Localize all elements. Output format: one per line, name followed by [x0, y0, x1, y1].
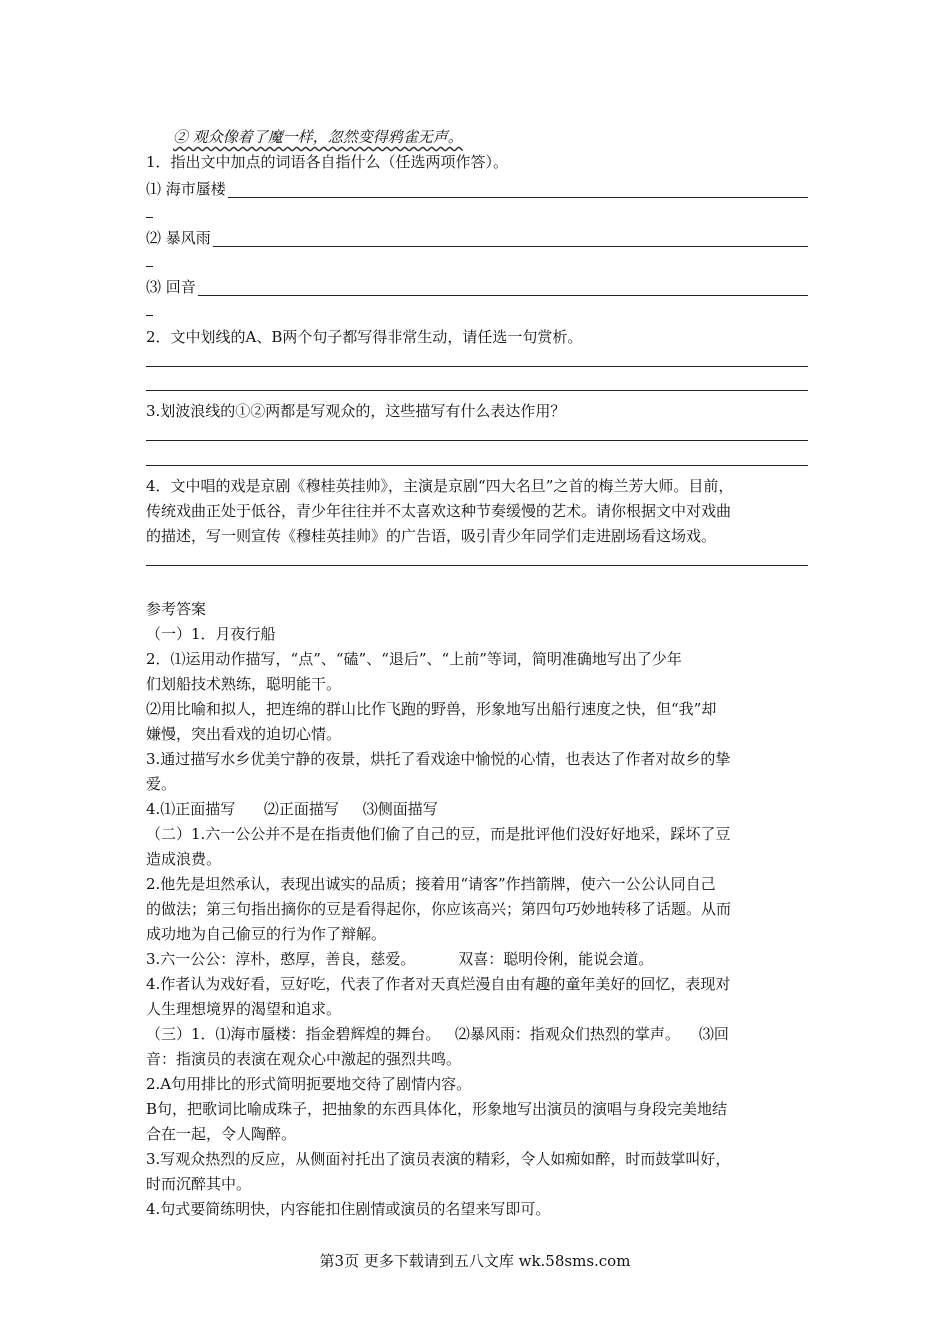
- wavy-line-sentence: ② 观众像着了魔一样，忽然变得鸦雀无声。: [173, 128, 463, 146]
- answer-line-1[interactable]: [146, 180, 808, 198]
- answer-line-label: ⑵ 暴风雨: [146, 229, 211, 247]
- answer-text-line: 4.句式要简练明快，内容能扣住剧情或演员的名望来写即可。: [146, 1200, 551, 1218]
- answer-text-line: 人生理想境界的渴望和追求。: [146, 1000, 342, 1018]
- answer-text-line: 爱。: [146, 775, 177, 793]
- question-4-line: 的描述，写一则宣传《穆桂英挂帅》的广告语，吸引青少年同学们走进剧场看这场戏。: [146, 527, 717, 545]
- question-4-line: 传统戏曲正处于低谷，青少年往往并不太喜欢这种节奏缓慢的艺术。请你根据文中对戏曲: [146, 502, 732, 520]
- answer-blank[interactable]: [213, 232, 808, 247]
- answer-rule[interactable]: [146, 440, 808, 441]
- answer-text-line: 3.通过描写水乡优美宁静的夜景，烘托了看戏途中愉悦的心情，也表达了作者对故乡的挚: [146, 750, 731, 768]
- answer-text-line: 们划船技术熟练，聪明能干。: [146, 675, 342, 693]
- line-overflow-dash: [146, 315, 153, 316]
- page-footer: 第3页 更多下载请到五八文库 wk.58sms.com: [319, 1252, 631, 1270]
- question-4-line: 4．文中唱的戏是京剧《穆桂英挂帅》，主演是京剧“四大名旦”之首的梅兰芳大师。目前，: [146, 477, 734, 495]
- answer-rule[interactable]: [146, 465, 808, 466]
- answer-text-line: 合在一起，令人陶醉。: [146, 1125, 297, 1143]
- answers-heading: 参考答案: [146, 600, 207, 618]
- answer-text-line: B句，把歌词比喻成珠子，把抽象的东西具体化，形象地写出演员的演唱与身段完美地结: [146, 1100, 728, 1118]
- answer-text-line: 嫌慢，突出看戏的迫切心情。: [146, 725, 342, 743]
- answer-text-line: 2.A句用排比的形式简明扼要地交待了剧情内容。: [146, 1075, 472, 1093]
- answer-line-2[interactable]: [146, 229, 808, 247]
- answer-text-line: （一）1．月夜行船: [146, 625, 276, 643]
- answer-text-line: 时而沉醉其中。: [146, 1175, 252, 1193]
- answer-text-line: 2．⑴运用动作描写，“点”、“磕”、“退后”、“上前”等词，简明准确地写出了少年: [146, 650, 682, 668]
- question-2-prompt: 2．文中划线的A、B两个句子都写得非常生动，请任选一句赏析。: [146, 328, 583, 346]
- answer-text-line: ⑵用比喻和拟人，把连绵的群山比作飞跑的野兽，形象地写出船行速度之快，但“我”却: [146, 700, 717, 718]
- answer-blank[interactable]: [198, 281, 808, 296]
- answer-text-line: 成功地为自己偷豆的行为作了辩解。: [146, 925, 387, 943]
- answer-text-line: 音：指演员的表演在观众心中激起的强烈共鸣。: [146, 1050, 462, 1068]
- answer-rule[interactable]: [146, 366, 808, 367]
- answer-text-line: 造成浪费。: [146, 850, 222, 868]
- line-overflow-dash: [146, 266, 153, 267]
- answer-rule[interactable]: [146, 390, 808, 391]
- question-3-prompt: 3.划波浪线的①②两都是写观众的，这些描写有什么表达作用？: [146, 402, 566, 420]
- answer-text-line: 3.写观众热烈的反应，从侧面衬托出了演员表演的精彩，令人如痴如醉，时而鼓掌叫好，: [146, 1150, 731, 1168]
- answer-text-line: 2.他先是坦然承认，表现出诚实的品质；接着用“请客”作挡箭牌，使六一公公认同自己: [146, 875, 716, 893]
- question-1-prompt: 1．指出文中加点的词语各自指什么（任选两项作答）。: [146, 153, 509, 171]
- answer-line-label: ⑶ 回音: [146, 278, 196, 296]
- answer-text-line: 4.⑴正面描写 ⑵正面描写 ⑶侧面描写: [146, 800, 438, 818]
- answer-blank[interactable]: [228, 183, 808, 198]
- line-overflow-dash: [146, 217, 153, 218]
- answer-rule[interactable]: [146, 565, 808, 566]
- answer-text-line: （三）1．⑴海市蜃楼：指金碧辉煌的舞台。 ⑵暴风雨：指观众们热烈的掌声。 ⑶回: [146, 1025, 729, 1043]
- answer-line-label: ⑴ 海市蜃楼: [146, 180, 226, 198]
- answer-text-line: 4.作者认为戏好看，豆好吃，代表了作者对天真烂漫自由有趣的童年美好的回忆，表现对: [146, 975, 731, 993]
- answer-text-line: （二）1.六一公公并不是在指责他们偷了自己的豆，而是批评他们没好好地采，踩坏了豆: [146, 825, 731, 843]
- answer-line-3[interactable]: [146, 278, 808, 296]
- answer-text-line: 的做法；第三句指出摘你的豆是看得起你，你应该高兴；第四句巧妙地转移了话题。从而: [146, 900, 732, 918]
- answer-text-line: 3.六一公公：淳朴，憨厚，善良，慈爱。 双喜：聪明伶俐，能说会道。: [146, 950, 654, 968]
